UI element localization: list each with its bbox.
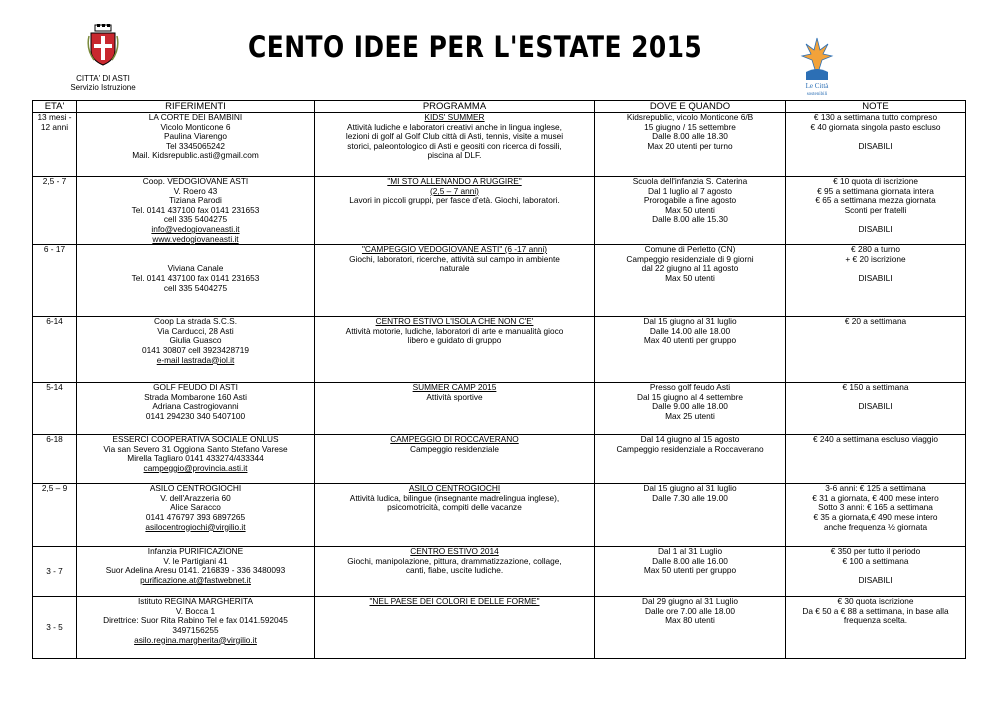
prog-line: Lavori in piccoli gruppi, per fasce d'età. Giochi, laboratori. bbox=[349, 195, 560, 206]
dove-line: Dal 1 luglio al 7 agosto bbox=[648, 185, 732, 196]
dove-line: Max 25 utenti bbox=[665, 410, 715, 421]
eta-line: 6 - 17 bbox=[43, 244, 66, 255]
summer-programs-table bbox=[32, 100, 966, 659]
eta-line: 2,5 - 7 bbox=[42, 176, 67, 186]
rif-line: Via Carducci, 28 Asti bbox=[157, 325, 234, 336]
note-cell bbox=[786, 113, 966, 177]
note-line: € 31 a giornata, € 400 mese intero bbox=[812, 492, 939, 503]
contact-link[interactable]: asilocentrogiochi@virgilio.it bbox=[145, 521, 246, 532]
rif-line: Coop. VEDOGIOVANE ASTI bbox=[142, 176, 249, 186]
contact-link[interactable]: info@vedogiovaneasti.it bbox=[151, 223, 240, 234]
riferimenti-cell bbox=[77, 383, 315, 435]
dove-line: Dalle 14.00 alle 18.00 bbox=[649, 325, 731, 336]
dove-line: Prorogabile a fine agosto bbox=[643, 195, 737, 206]
dove-line: Kidsrepublic, vicolo Monticone 6/B bbox=[626, 112, 754, 122]
rif-line: Alice Saracco bbox=[170, 502, 221, 513]
note-line: € 95 a settimana giornata intera bbox=[817, 185, 934, 196]
rif-line: Viviana Canale bbox=[167, 263, 224, 274]
note-line: DISABILI bbox=[858, 223, 893, 234]
rif-line: cell 335 5404275 bbox=[163, 214, 228, 225]
rif-line: V. le Partigiani 41 bbox=[163, 555, 228, 566]
note-cell bbox=[786, 317, 966, 383]
dove-line: Dalle ore 7.00 alle 18.00 bbox=[645, 605, 735, 616]
dove-line: Campeggio residenziale a Roccaverano bbox=[616, 443, 764, 454]
note-line: € 100 a settimana bbox=[842, 555, 909, 566]
rif-line: 0141 476797 393 6897265 bbox=[145, 511, 246, 522]
program-title: "NEL PAESE DEI COLORI E DELLE FORME" bbox=[369, 596, 540, 607]
prog-line: canti, fiabe, uscite ludiche. bbox=[405, 565, 504, 576]
rif-line: 3497156255 bbox=[172, 624, 219, 635]
dove-line: Dalle 8.00 alle 15.30 bbox=[652, 214, 728, 225]
program-title: CENTRO ESTIVO 2014 bbox=[410, 546, 499, 557]
dove-quando-cell bbox=[595, 484, 786, 547]
eta-line: 13 mesi - bbox=[37, 112, 72, 122]
contact-link[interactable]: purificazione.at@fastwebnet.it bbox=[140, 574, 251, 585]
eta-cell bbox=[33, 597, 77, 659]
program-title: "MI STO ALLENANDO A RUGGIRE" bbox=[387, 176, 522, 186]
table-row bbox=[33, 245, 966, 317]
column-header-note: NOTE bbox=[786, 101, 966, 113]
note-line: DISABILI bbox=[858, 574, 893, 585]
eta-cell bbox=[33, 113, 77, 177]
table-row bbox=[33, 547, 966, 597]
note-line: DISABILI bbox=[858, 401, 893, 412]
rif-line: Giulia Guasco bbox=[169, 335, 222, 346]
note-line: + € 20 iscrizione bbox=[845, 253, 906, 264]
rif-line: Paulina Viarengo bbox=[163, 131, 228, 142]
rif-line: ESSERCI COOPERATIVA SOCIALE ONLUS bbox=[112, 434, 279, 445]
riferimenti-cell bbox=[77, 484, 315, 547]
program-title: CAMPEGGIO DI ROCCAVERANO bbox=[390, 434, 519, 445]
rif-line: ASILO CENTROGIOCHI bbox=[149, 483, 242, 494]
dove-line: dal 22 giugno al 11 agosto bbox=[641, 263, 739, 274]
dove-line: Dal 15 giugno al 31 luglio bbox=[643, 483, 737, 494]
eta-line: 5-14 bbox=[46, 382, 63, 393]
note-line: € 30 quota iscrizione bbox=[837, 596, 914, 607]
dove-quando-cell bbox=[595, 597, 786, 659]
dove-line: Dal 29 giugno al 31 Luglio bbox=[642, 596, 738, 607]
dove-quando-cell bbox=[595, 547, 786, 597]
dove-line: Max 80 utenti bbox=[665, 615, 715, 626]
table-row bbox=[33, 597, 966, 659]
note-line: Sconti per fratelli bbox=[844, 204, 907, 215]
rif-line: 0141 294230 340 5407100 bbox=[145, 410, 246, 421]
dove-line: Campeggio residenziale di 9 giorni bbox=[626, 253, 754, 264]
rif-line: Tel. 0141 437100 fax 0141 231653 bbox=[131, 272, 260, 283]
note-line: € 350 per tutto il periodo bbox=[830, 546, 921, 557]
rif-line: Istituto REGINA MARGHERITA bbox=[137, 596, 254, 607]
eta-line: 6-18 bbox=[46, 434, 63, 445]
programma-cell bbox=[315, 597, 595, 659]
org-department: Servizio Istruzione bbox=[70, 83, 136, 92]
column-header-dove-quando: DOVE E QUANDO bbox=[595, 101, 786, 113]
dove-line: Dalle 8.00 alle 18.30 bbox=[652, 131, 728, 142]
dove-line: Dalle 8.00 alle 16.00 bbox=[652, 555, 728, 566]
logo-subtext: sostenibili bbox=[806, 92, 828, 97]
eta-cell bbox=[33, 435, 77, 484]
table-row bbox=[33, 435, 966, 484]
dove-line: Max 50 utenti bbox=[665, 272, 715, 283]
riferimenti-cell bbox=[77, 113, 315, 177]
rif-line: Mirella Tagliaro 0141 433274/433344 bbox=[127, 453, 264, 464]
prog-line: libero e guidato di gruppo bbox=[407, 335, 502, 346]
rif-line: Suor Adelina Aresu 0141. 216839 - 336 3480093 bbox=[105, 565, 286, 576]
dove-line: Max 20 utenti per turno bbox=[647, 140, 733, 151]
contact-link[interactable]: asilo.regina.margherita@virgilio.it bbox=[134, 634, 257, 645]
rif-line: 0141 30807 cell 3923428719 bbox=[141, 344, 250, 355]
prog-line: Attività ludica, bilingue (insegnante madrelingua inglese), bbox=[349, 492, 560, 503]
dove-line: Presso golf feudo Asti bbox=[649, 382, 731, 393]
dove-line: 15 giugno / 15 settembre bbox=[644, 121, 736, 132]
rif-line: Mail. Kidsrepublic.asti@gmail.com bbox=[132, 150, 259, 161]
note-line: € 240 a settimana escluso viaggio bbox=[813, 434, 938, 445]
dove-line: Dal 1 al 31 Luglio bbox=[657, 546, 723, 557]
page-title: CENTO IDEE PER L'ESTATE 2015 bbox=[248, 30, 703, 64]
note-cell bbox=[786, 245, 966, 317]
program-title: ASILO CENTROGIOCHI bbox=[408, 483, 501, 494]
prog-line: Campeggio residenziale bbox=[409, 443, 499, 454]
program-subtitle: (2,5 – 7 anni) bbox=[430, 185, 479, 196]
rif-line: Tiziana Parodi bbox=[169, 195, 222, 206]
program-title: KIDS' SUMMER bbox=[424, 112, 485, 122]
note-cell bbox=[786, 177, 966, 245]
riferimenti-cell bbox=[77, 317, 315, 383]
prog-line: psicomotricità, compiti delle vacanze bbox=[387, 502, 522, 513]
note-line: 3-6 anni: € 125 a settimana bbox=[825, 483, 926, 494]
table-header-row bbox=[33, 101, 966, 113]
programma-cell bbox=[315, 317, 595, 383]
prog-line: Giochi, manipolazione, pittura, drammatizzazione, collage, bbox=[347, 555, 562, 566]
table-row bbox=[33, 383, 966, 435]
note-cell bbox=[786, 547, 966, 597]
rif-line bbox=[79, 245, 312, 255]
note-line: DISABILI bbox=[858, 140, 893, 151]
programma-cell bbox=[315, 383, 595, 435]
prog-line: Attività ludiche e laboratori creativi anche in lingua inglese, bbox=[347, 121, 562, 132]
rif-line: Strada Mombarone 160 Asti bbox=[144, 391, 247, 402]
programma-cell bbox=[315, 435, 595, 484]
note-line: € 65 a settimana mezza giornata bbox=[815, 195, 936, 206]
rif-line: Coop La strada S.C.S. bbox=[153, 316, 237, 327]
note-line: Da € 50 a € 88 a settimana, in base alla bbox=[802, 605, 949, 616]
eta-cell bbox=[33, 383, 77, 435]
prog-line: Attività sportive bbox=[426, 391, 483, 402]
riferimenti-cell bbox=[77, 435, 315, 484]
dove-line: Max 50 utenti bbox=[665, 204, 715, 215]
note-line: € 10 quota di iscrizione bbox=[833, 176, 918, 186]
dove-quando-cell bbox=[595, 435, 786, 484]
dove-line: Dal 14 giugno al 15 agosto bbox=[640, 434, 740, 445]
prog-line: Giochi, laboratori, ricerche, attività sul campo in ambiente bbox=[349, 253, 560, 264]
rif-line: Direttrice: Suor Rita Rabino Tel e fax 0141.592045 bbox=[103, 615, 288, 626]
programma-cell bbox=[315, 547, 595, 597]
note-line: € 280 a turno bbox=[851, 244, 900, 255]
contact-link[interactable]: e-mail lastrada@iol.it bbox=[156, 354, 235, 365]
eta-line: 6-14 bbox=[46, 316, 63, 327]
riferimenti-cell bbox=[77, 547, 315, 597]
riferimenti-cell bbox=[77, 597, 315, 659]
note-cell bbox=[786, 484, 966, 547]
program-title: "CAMPEGGIO VEDOGIOVANE ASTI" (6 -17 anni) bbox=[361, 244, 548, 255]
dove-line: Dalle 9.00 alle 18.00 bbox=[652, 401, 728, 412]
rif-line: Tel 3345065242 bbox=[165, 140, 226, 151]
rif-line: Vicolo Monticone 6 bbox=[160, 121, 231, 132]
logo-text: Le Città bbox=[805, 82, 829, 90]
programma-cell bbox=[315, 484, 595, 547]
rif-line: Adriana Castrogiovanni bbox=[152, 401, 239, 412]
rif-line: Via san Severo 31 Oggiona Santo Stefano Varese bbox=[103, 443, 288, 454]
dove-line: Dal 15 giugno al 31 luglio bbox=[643, 316, 737, 327]
program-title: CENTRO ESTIVO L'ISOLA CHE NON C'E' bbox=[375, 316, 534, 327]
prog-line: storici, paleontologico di Asti e geositi con ricerca di fossili, bbox=[347, 140, 562, 151]
rif-line: LA CORTE DEI BAMBINI bbox=[148, 112, 243, 122]
rif-line: GOLF FEUDO DI ASTI bbox=[153, 382, 238, 393]
contact-link[interactable]: www.vedogiovaneasti.it bbox=[152, 233, 239, 244]
eta-cell bbox=[33, 245, 77, 317]
note-line: € 150 a settimana bbox=[842, 382, 909, 393]
dove-line: Dalle 7.30 alle 19.00 bbox=[652, 492, 728, 503]
prog-line: lezioni di golf al Golf Club città di Asti, tennis, visite a musei bbox=[345, 131, 564, 142]
dove-quando-cell bbox=[595, 383, 786, 435]
dove-line: Comune di Perletto (CN) bbox=[644, 244, 736, 255]
note-cell bbox=[786, 435, 966, 484]
table-row bbox=[33, 317, 966, 383]
eta-cell bbox=[33, 547, 77, 597]
riferimenti-cell bbox=[77, 177, 315, 245]
eta-cell bbox=[33, 317, 77, 383]
note-line: € 20 a settimana bbox=[844, 316, 907, 327]
rif-line: V. dell'Arazzeria 60 bbox=[160, 492, 231, 503]
dove-quando-cell bbox=[595, 317, 786, 383]
eta-line: 3 - 5 bbox=[46, 621, 63, 632]
column-header-eta: ETA' bbox=[33, 101, 77, 113]
note-line: anche frequenza ½ giornata bbox=[823, 521, 928, 532]
dove-line: Max 40 utenti per gruppo bbox=[643, 335, 737, 346]
rif-line: Tel. 0141 437100 fax 0141 231653 bbox=[131, 204, 260, 215]
note-cell bbox=[786, 597, 966, 659]
note-line: € 35 a giornata,€ 490 mese intero bbox=[813, 511, 938, 522]
programma-cell bbox=[315, 177, 595, 245]
prog-line: piscina al DLF. bbox=[427, 150, 482, 161]
rif-line: V. Bocca 1 bbox=[175, 605, 216, 616]
dove-quando-cell bbox=[595, 177, 786, 245]
column-header-programma: PROGRAMMA bbox=[315, 101, 595, 113]
page-header bbox=[0, 0, 992, 100]
prog-line: naturale bbox=[439, 263, 470, 274]
table-row bbox=[33, 177, 966, 245]
eta-cell bbox=[33, 484, 77, 547]
program-title: SUMMER CAMP 2015 bbox=[412, 382, 497, 393]
contact-link[interactable]: campeggio@provincia.asti.it bbox=[143, 462, 248, 473]
note-line: frequenza scelta. bbox=[843, 615, 908, 626]
programma-cell bbox=[315, 113, 595, 177]
dove-line: Max 50 utenti per gruppo bbox=[643, 565, 737, 576]
table-row bbox=[33, 113, 966, 177]
dove-quando-cell bbox=[595, 113, 786, 177]
eta-line: 2,5 – 9 bbox=[41, 483, 68, 494]
rif-line: cell 335 5404275 bbox=[163, 282, 228, 293]
city-crest-icon bbox=[86, 24, 120, 66]
dove-quando-cell bbox=[595, 245, 786, 317]
dove-line: Dal 15 giugno al 4 settembre bbox=[636, 391, 744, 402]
column-header-riferimenti: RIFERIMENTI bbox=[77, 101, 315, 113]
eta-cell bbox=[33, 177, 77, 245]
dove-line: Scuola dell'infanzia S. Caterina bbox=[632, 176, 748, 186]
note-line: € 130 a settimana tutto compreso bbox=[813, 112, 938, 122]
org-name: CITTA' DI ASTI bbox=[76, 74, 130, 83]
programma-cell bbox=[315, 245, 595, 317]
prog-line: Attività motorie, ludiche, laboratori di arte e manualità gioco bbox=[345, 325, 564, 336]
eta-line: 3 - 7 bbox=[46, 565, 63, 576]
eta-line: 12 anni bbox=[40, 121, 69, 132]
note-cell bbox=[786, 383, 966, 435]
table-row bbox=[33, 484, 966, 547]
note-line: Sotto 3 anni: € 165 a settimana bbox=[818, 502, 933, 513]
sustainable-cities-logo-icon bbox=[796, 36, 838, 98]
rif-line: V. Roero 43 bbox=[173, 185, 218, 196]
note-line: € 40 giornata singola pasto escluso bbox=[810, 121, 941, 132]
note-line: DISABILI bbox=[858, 272, 893, 283]
riferimenti-cell bbox=[77, 245, 315, 317]
rif-line: Infanzia PURIFICAZIONE bbox=[147, 546, 244, 557]
